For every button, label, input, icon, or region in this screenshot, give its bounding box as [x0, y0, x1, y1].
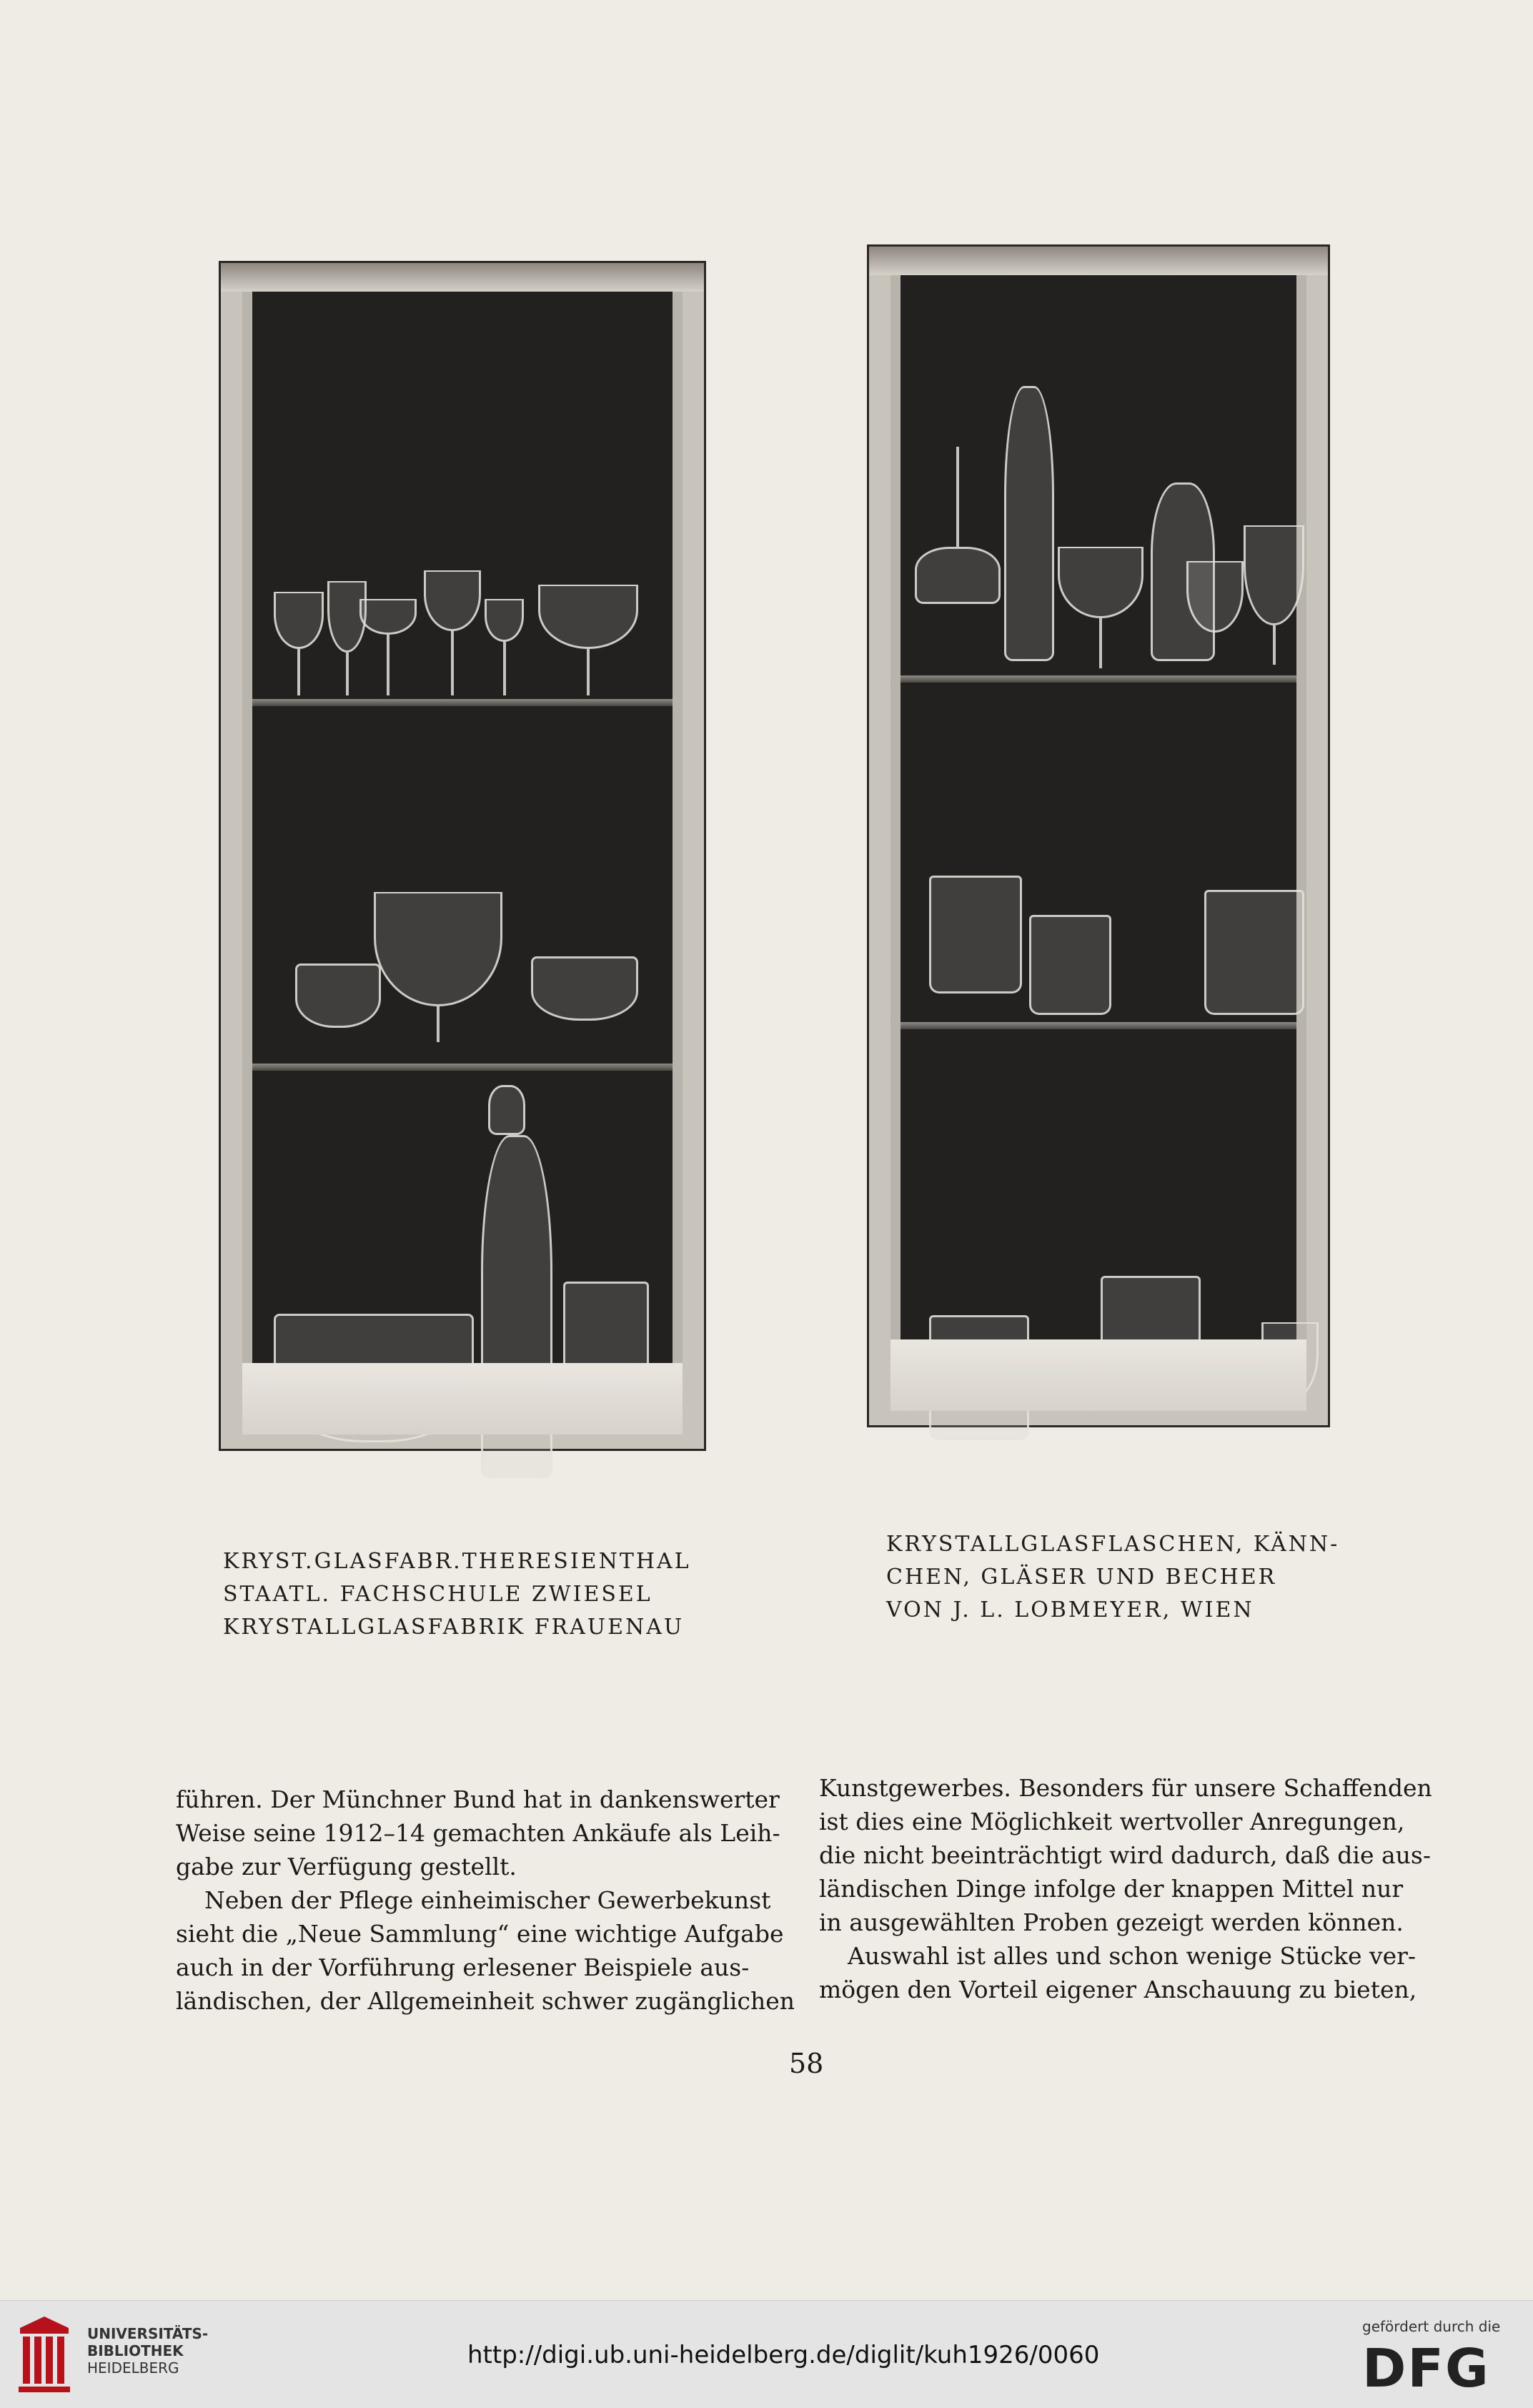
text-line: auch in der Vorführung erlesener Beispiele aus-: [176, 1953, 750, 1981]
text-line: ist dies eine Möglichkeit wertvoller Anregungen,: [819, 1808, 1405, 1835]
text-line: sieht die „Neue Sammlung“ eine wichtige Aufgabe: [176, 1920, 784, 1948]
funded-by-label: gefördert durch die: [1362, 2318, 1501, 2335]
library-name-line: HEIDELBERG: [87, 2359, 179, 2377]
page-number: 58: [789, 2048, 824, 2079]
text-line: ländischen Dinge infolge der knappen Mittel nur: [819, 1875, 1404, 1903]
library-name: [87, 2325, 208, 2377]
text-column-left: [176, 1783, 795, 2018]
goblet: [1058, 547, 1143, 618]
viewer-footer: [0, 2300, 1533, 2408]
wine-glass: [274, 592, 324, 649]
liqueur-glass: [485, 599, 524, 642]
showcase-top-frame: [869, 247, 1328, 275]
carafe-neck: [956, 447, 959, 547]
dfg-logo: DFG: [1362, 2338, 1490, 2399]
text-line: ländischen, der Allgemeinheit schwer zugänglichen: [176, 1987, 795, 2015]
text-line: die nicht beeinträchtigt wird dadurch, daß die aus-: [819, 1841, 1432, 1869]
text-line: Kunstgewerbes. Besonders für unsere Schaffenden: [819, 1774, 1432, 1802]
text-line: mögen den Vorteil eigener Anschauung zu bieten,: [819, 1976, 1417, 2003]
glass-stem: [503, 642, 506, 695]
library-name-line: BIBLIOTHEK: [87, 2342, 184, 2359]
engraved-beaker: [929, 876, 1022, 994]
glass-shelf: [252, 1064, 673, 1071]
caption-left: [223, 1545, 709, 1644]
decanter-stopper: [488, 1085, 525, 1135]
bowl-glass: [538, 585, 638, 649]
caption-right: [886, 1528, 1358, 1627]
caption-line: KRYST.GLASFABR.THERESIENTHAL: [223, 1549, 691, 1574]
wine-glass: [424, 570, 481, 631]
permalink-url[interactable]: http://digi.ub.uni-heidelberg.de/diglit/kuh1926/0060: [467, 2341, 1100, 2369]
glass-stem: [587, 649, 590, 695]
library-name-line: UNIVERSITÄTS-: [87, 2325, 209, 2342]
photo-showcase-left: [219, 261, 706, 1451]
glass-stem: [437, 1006, 440, 1042]
text-line: Auswahl ist alles und schon wenige Stücke ver-: [848, 1942, 1417, 1970]
bowl: [531, 956, 638, 1021]
glass-stem: [1273, 625, 1276, 665]
showcase-floor: [890, 1339, 1306, 1411]
caption-line: VON J. L. LOBMEYER, WIEN: [886, 1597, 1254, 1622]
text-line: Weise seine 1912–14 gemachten Ankäufe als Leih-: [176, 1819, 780, 1847]
glass-stem: [346, 653, 349, 695]
glass-stem: [1099, 618, 1102, 668]
caption-line: STAATL. FACHSCHULE ZWIESEL: [223, 1582, 653, 1607]
text-line: Neben der Pflege einheimischer Gewerbekunst: [204, 1886, 771, 1914]
showcase-top-frame: [221, 263, 704, 292]
text-column-right: [819, 1771, 1434, 2006]
carafe-base: [915, 547, 1001, 604]
showcase-interior: [890, 275, 1306, 1339]
champagne-glass: [359, 599, 417, 635]
bowl: [295, 963, 381, 1028]
showcase-floor: [242, 1363, 683, 1435]
caption-line: KRYSTALLGLASFLASCHEN, KÄNN-: [886, 1532, 1340, 1557]
text-line: gabe zur Verfügung gestellt.: [176, 1853, 517, 1881]
glass-stem: [387, 635, 390, 695]
caption-line: KRYSTALLGLASFABRIK FRAUENAU: [223, 1615, 685, 1640]
university-library-logo-icon: [16, 2314, 73, 2395]
showcase-interior: [242, 292, 683, 1363]
text-line: in ausgewählten Proben gezeigt werden können.: [819, 1908, 1404, 1936]
glass-shelf: [901, 1022, 1296, 1029]
tall-glass: [1244, 525, 1304, 625]
photo-showcase-right: [867, 244, 1330, 1427]
glass-stem: [297, 649, 300, 695]
glass-stem: [451, 631, 454, 695]
engraved-beaker: [1204, 890, 1304, 1015]
glass-shelf: [901, 675, 1296, 683]
large-goblet: [374, 892, 502, 1006]
beaker: [1029, 915, 1111, 1015]
caption-line: CHEN, GLÄSER UND BECHER: [886, 1565, 1277, 1590]
glass-shelf: [252, 699, 673, 706]
tall-flask: [1004, 386, 1054, 661]
text-line: führen. Der Münchner Bund hat in dankenswerter: [176, 1785, 780, 1813]
